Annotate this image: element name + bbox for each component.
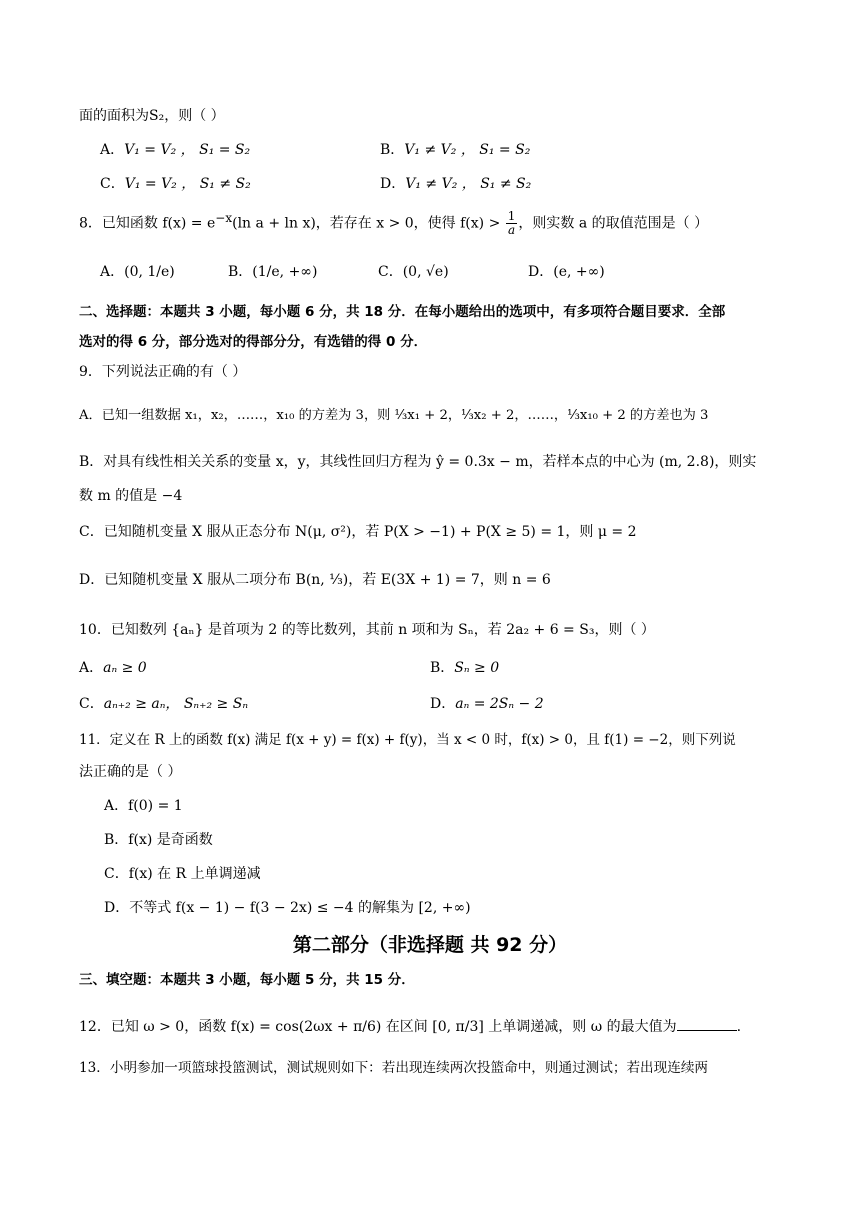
q10-option-a: A．aₙ ≥ 0 xyxy=(79,660,147,676)
q11-option-b: B．f(x) 是奇函数 xyxy=(104,832,213,848)
q7-option-b: B．V₁ ≠ V₂ ， S₁ = S₂ xyxy=(380,142,531,158)
part2-title: 第二部分（非选择题 共 92 分） xyxy=(292,934,568,956)
q13-stem: 13．小明参加一项篮球投篮测试，测试规则如下：若出现连续两次投篮命中，则通过测试；若出现连续两 xyxy=(79,1060,709,1076)
q8-option-c: C．(0, √e) xyxy=(378,264,449,280)
q8-fraction: $\frac{1}{a}$ xyxy=(507,209,516,238)
q10-stem: 10．已知数列 {aₙ} 是首项为 2 的等比数列，其前 n 项和为 Sₙ，若 2a₂ + 6 = S₃，则（ ） xyxy=(79,622,655,638)
q9-option-b-line2: 数 m 的值是 −4 xyxy=(79,488,183,504)
q9-option-b-line1: B．对具有线性相关关系的变量 x，y，其线性回归方程为 ŷ = 0.3x − m，若样本点的中心为 (m, 2.8)，则实 xyxy=(79,454,757,470)
q8-stem: 8．已知函数 $f(x) = e^{-x}(\ln$ a + ln x)，若存在 x > 0，使得 f(x) > $\frac{1}{a}$ ，则实数 a 的取值范围是（ ） xyxy=(79,209,709,238)
section2-heading-line1: 二、选择题：本题共 3 小题，每小题 6 分，共 18 分．在每小题给出的选项中，有多项符合题目要求．全部 xyxy=(79,304,726,320)
q10-option-b: B．Sₙ ≥ 0 xyxy=(430,660,500,676)
q10-option-c: C．aₙ₊₂ ≥ aₙ， Sₙ₊₂ ≥ Sₙ xyxy=(79,696,249,712)
q9-stem: 9．下列说法正确的有（ ） xyxy=(79,364,247,380)
section3-heading: 三、填空题：本题共 3 小题，每小题 5 分，共 15 分． xyxy=(79,972,415,988)
q11-stem-line1: 11．定义在 R 上的函数 f(x) 满足 f(x + y) = f(x) + f(y)，当 x < 0 时，f(x) > 0，且 f(1) = −2，则下列说 xyxy=(79,732,736,748)
q7-option-c: C．V₁ = V₂ ， S₁ ≠ S₂ xyxy=(100,176,251,192)
q11-option-c: C．f(x) 在 R 上单调递减 xyxy=(104,866,261,882)
q9-option-d: D．已知随机变量 X 服从二项分布 B(n, ⅓)，若 E(3X + 1) = 7，则 n = 6 xyxy=(79,572,551,588)
q7-option-d: D．V₁ ≠ V₂ ， S₁ ≠ S₂ xyxy=(380,176,532,192)
q11-stem-line2: 法正确的是（ ） xyxy=(79,764,182,780)
q9-option-a: A．已知一组数据 x₁，x₂，……，x₁₀ 的方差为 3，则 ⅓x₁ + 2，⅓x₂ + 2，……，⅓x₁₀ + 2 的方差也为 3 xyxy=(79,408,709,423)
q8-option-b: B．(1/e, +∞) xyxy=(228,264,318,280)
q12-answer-blank[interactable] xyxy=(677,1016,737,1031)
q12-stem: 12．已知 ω > 0，函数 f(x) = cos(2ωx + π/6) 在区间 [0, π/3] 上单调递减，则 ω 的最大值为 . xyxy=(79,1016,741,1037)
q7-tail: 面的面积为S₂，则（ ） xyxy=(79,108,225,124)
q10-option-d: D．aₙ = 2Sₙ − 2 xyxy=(430,696,544,712)
q7-option-a: A．V₁ = V₂ ， S₁ = S₂ xyxy=(100,142,251,158)
q11-option-a: A．f(0) = 1 xyxy=(104,798,183,814)
q9-option-c: C．已知随机变量 X 服从正态分布 N(μ, σ²)，若 P(X > −1) + P(X ≥ 5) = 1，则 μ = 2 xyxy=(79,524,637,540)
q8-option-d: D．(e, +∞) xyxy=(528,264,605,280)
q8-option-a: A．(0, 1/e) xyxy=(100,264,175,280)
q11-option-d: D．不等式 f(x − 1) − f(3 − 2x) ≤ −4 的解集为 [2, +∞) xyxy=(104,900,471,916)
section2-heading-line2: 选对的得 6 分，部分选对的得部分分，有选错的得 0 分． xyxy=(79,334,428,350)
